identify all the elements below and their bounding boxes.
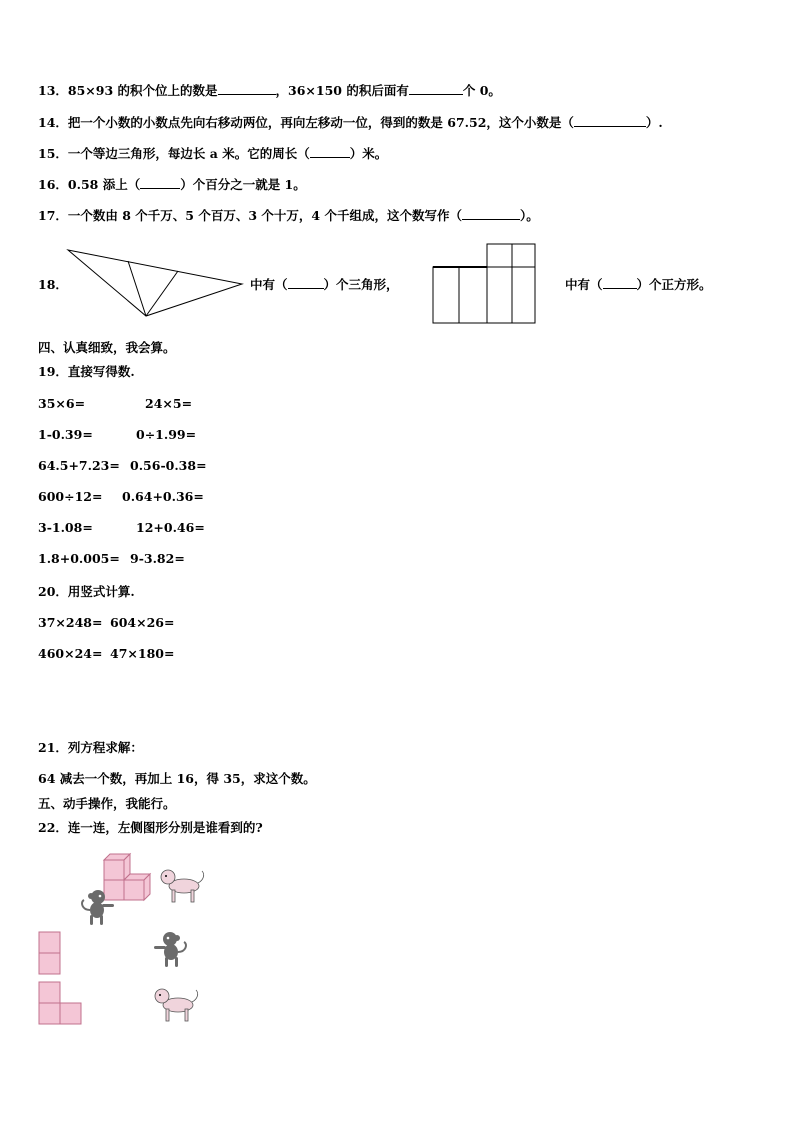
question-18-triangles: 中有（ ）个三角形，: [250, 277, 399, 292]
answer-blank[interactable]: [574, 114, 646, 127]
calc-item: 9-3.82=: [130, 551, 185, 566]
question-15: 15．一个等边三角形，每边长 a 米。它的周长（ ）米。: [38, 146, 388, 161]
calc-item: 24×5=: [145, 396, 193, 411]
question-18-squares: 中有（ ）个正方形。: [565, 277, 712, 292]
triangle-figure: [66, 246, 244, 318]
question-13: 13．85×93 的积个位上的数是 ，36×150 的积后面有 个 0。: [38, 83, 501, 98]
question-16: 16．0.58 添上（ ）个百分之一就是 1。: [38, 177, 306, 192]
dog-icon: [152, 985, 202, 1023]
answer-blank[interactable]: [218, 82, 276, 95]
calc-item: 1-0.39=: [38, 427, 93, 442]
monkey-icon: [152, 930, 190, 970]
calc-item: 0.56-0.38=: [130, 458, 207, 473]
calc-item: 0.64+0.36=: [122, 489, 204, 504]
calc-item: 0÷1.99=: [136, 427, 197, 442]
answer-blank[interactable]: [310, 145, 350, 158]
question-20-title: 20．用竖式计算.: [38, 584, 135, 599]
dog-icon: [158, 866, 208, 904]
section-heading: 四、认真细致，我会算。: [38, 340, 176, 355]
question-18-number: 18．: [38, 277, 68, 292]
question-21-title: 21．列方程求解：: [38, 740, 143, 755]
calc-item: 47×180=: [110, 646, 175, 661]
section-heading: 五、动手操作，我能行。: [38, 796, 176, 811]
answer-blank[interactable]: [603, 276, 637, 289]
calc-item: 460×24=: [38, 646, 103, 661]
square-grid-figure: [432, 243, 538, 325]
view-two-squares-vertical: [38, 931, 62, 975]
calc-item: 35×6=: [38, 396, 86, 411]
answer-blank[interactable]: [140, 176, 180, 189]
question-14: 14．把一个小数的小数点先向右移动两位，再向左移动一位，得到的数是 67.52，这个小数是（ ）.: [38, 115, 663, 130]
calc-item: 3-1.08=: [38, 520, 93, 535]
calc-item: 12+0.46=: [136, 520, 205, 535]
calc-item: 1.8+0.005=: [38, 551, 120, 566]
answer-blank[interactable]: [288, 276, 324, 289]
question-17: 17．一个数由 8 个千万、5 个百万、3 个十万，4 个千组成，这个数写作（ ）。: [38, 208, 539, 223]
calc-item: 64.5+7.23=: [38, 458, 120, 473]
monkey-icon: [78, 888, 116, 928]
answer-blank[interactable]: [409, 82, 463, 95]
question-21-body: 64 减去一个数，再加上 16，得 35，求这个数。: [38, 771, 316, 786]
view-l-shape: [38, 981, 83, 1025]
answer-blank[interactable]: [462, 207, 520, 220]
calc-item: 37×248=: [38, 615, 103, 630]
calc-item: 600÷12=: [38, 489, 103, 504]
question-19-title: 19．直接写得数.: [38, 364, 135, 379]
question-22-title: 22．连一连，左侧图形分别是谁看到的?: [38, 820, 263, 835]
calc-item: 604×26=: [110, 615, 175, 630]
